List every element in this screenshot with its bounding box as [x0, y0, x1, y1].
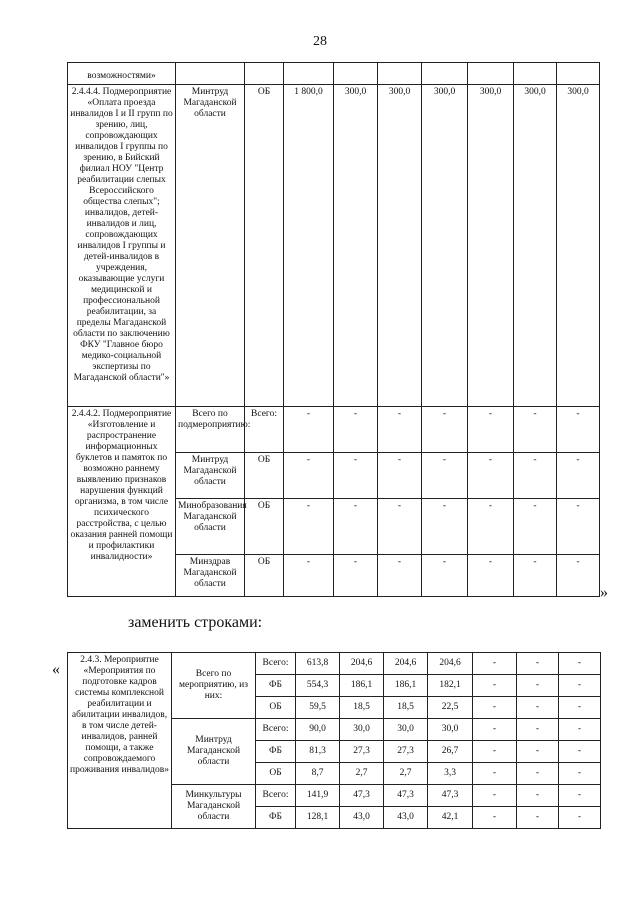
executor-cell: Минздрав Магаданской области: [176, 555, 245, 597]
source-cell: ФБ: [256, 741, 296, 763]
value-cell: -: [422, 407, 468, 453]
value-cell: 300,0: [468, 85, 514, 407]
description-cell: 2.4.3. Мероприятие «Мероприятия по подготовке кадров системы комплексной реабилитации и абилитации инвалидов, в том числе детей-инвалидов, ранней помощи, а также сопровождаемого проживания инвалидов»: [68, 653, 172, 829]
value-cell: -: [517, 653, 559, 675]
source-cell: Всего:: [256, 785, 296, 807]
value-cell: -: [473, 653, 517, 675]
description-cell: 2.4.4.2. Подмероприятие «Изготовление и распространение информационных буклетов и памяток по возможно раннему выявлению признаков нарушения функций организма, в том числе психического расстройства, с целью оказания ранней помощи и профилактики инвалидности»: [68, 407, 176, 597]
value-cell: 59,5: [296, 697, 340, 719]
opening-quote: «: [52, 661, 60, 678]
executor-cell: Всего по подмероприятию:: [176, 407, 245, 453]
value-cell: 27,3: [340, 741, 384, 763]
value-cell: -: [473, 807, 517, 829]
executor-cell: Всего по мероприятию, из них:: [172, 653, 256, 719]
value-cell: -: [559, 697, 601, 719]
source-cell: ФБ: [256, 675, 296, 697]
value-cell: 47,3: [384, 785, 428, 807]
value-cell: -: [422, 499, 468, 555]
value-cell: -: [517, 741, 559, 763]
value-cell: -: [517, 719, 559, 741]
executor-cell: Минтруд Магаданской области: [176, 85, 245, 407]
value-cell: 141,9: [296, 785, 340, 807]
value-cell: -: [517, 697, 559, 719]
value-cell: 2,7: [340, 763, 384, 785]
value-cell: -: [517, 763, 559, 785]
program-table-top: [67, 62, 600, 597]
value-cell: 128,1: [296, 807, 340, 829]
value-cell: -: [473, 697, 517, 719]
value-cell: 300,0: [422, 85, 468, 407]
value-cell: -: [514, 499, 557, 555]
closing-quote: »: [600, 584, 608, 601]
source-cell: ОБ: [256, 697, 296, 719]
value-cell: -: [468, 407, 514, 453]
value-cell: -: [517, 785, 559, 807]
executor-cell: Минтруд Магаданской области: [172, 719, 256, 785]
value-cell: -: [422, 555, 468, 597]
description-cell: 2.4.4.4. Подмероприятие «Оплата проезда инвалидов I и II групп по зрению, лиц, сопровождающих инвалидов I группы по зрению, в Бийский филиал НОУ "Центр реабилитации слепых Всероссийского общества слепых"; инвалидов, детей-инвалидов и лиц, сопровождающих инвалидов I группы и детей-инвалидов в учреждения, оказывающие услуги медицинской и профессиональной реабилитации, за пределы Магаданской области по заключению ФКУ "Главное бюро медико-социальной экспертизы по Магаданской области"»: [68, 85, 176, 407]
source-cell: ОБ: [245, 555, 284, 597]
value-cell: -: [559, 653, 601, 675]
source-cell: ОБ: [245, 85, 284, 407]
value-cell: -: [378, 453, 422, 499]
table-row: [68, 653, 601, 675]
value-cell: -: [559, 785, 601, 807]
value-cell: 22,5: [428, 697, 473, 719]
source-cell: ОБ: [245, 453, 284, 499]
value-cell: 47,3: [340, 785, 384, 807]
value-cell: -: [473, 741, 517, 763]
value-cell: -: [473, 763, 517, 785]
value-cell: -: [559, 763, 601, 785]
table-row: [68, 407, 600, 453]
value-cell: 43,0: [340, 807, 384, 829]
source-cell: ОБ: [245, 499, 284, 555]
value-cell: 300,0: [334, 85, 378, 407]
value-cell: -: [284, 453, 334, 499]
value-cell: 186,1: [340, 675, 384, 697]
value-cell: -: [517, 675, 559, 697]
page-number: 28: [313, 34, 327, 49]
value-cell: 18,5: [340, 697, 384, 719]
value-cell: -: [473, 675, 517, 697]
value-cell: -: [473, 719, 517, 741]
value-cell: -: [334, 499, 378, 555]
value-cell: 204,6: [428, 653, 473, 675]
value-cell: -: [517, 807, 559, 829]
value-cell: -: [468, 499, 514, 555]
value-cell: 42,1: [428, 807, 473, 829]
replace-heading: заменить строками:: [128, 614, 263, 631]
value-cell: -: [559, 741, 601, 763]
value-cell: 182,1: [428, 675, 473, 697]
value-cell: 8,7: [296, 763, 340, 785]
value-cell: 47,3: [428, 785, 473, 807]
value-cell: -: [378, 407, 422, 453]
value-cell: -: [559, 675, 601, 697]
source-cell: Всего:: [256, 719, 296, 741]
value-cell: 30,0: [428, 719, 473, 741]
table-row: [68, 85, 600, 407]
value-cell: 30,0: [384, 719, 428, 741]
value-cell: -: [559, 719, 601, 741]
value-cell: -: [284, 499, 334, 555]
value-cell: 30,0: [340, 719, 384, 741]
value-cell: -: [557, 407, 600, 453]
value-cell: 186,1: [384, 675, 428, 697]
value-cell: 204,6: [384, 653, 428, 675]
executor-cell: Минтруд Магаданской области: [176, 453, 245, 499]
value-cell: 3,3: [428, 763, 473, 785]
source-cell: ОБ: [256, 763, 296, 785]
value-cell: 1 800,0: [284, 85, 334, 407]
value-cell: 90,0: [296, 719, 340, 741]
table-row: [68, 63, 600, 85]
value-cell: 554,3: [296, 675, 340, 697]
value-cell: 81,3: [296, 741, 340, 763]
value-cell: 300,0: [557, 85, 600, 407]
source-cell: Всего:: [256, 653, 296, 675]
value-cell: -: [378, 555, 422, 597]
value-cell: -: [514, 407, 557, 453]
value-cell: -: [514, 453, 557, 499]
value-cell: -: [557, 499, 600, 555]
description-cell: возможностями»: [68, 63, 176, 85]
value-cell: 300,0: [378, 85, 422, 407]
value-cell: -: [559, 807, 601, 829]
value-cell: 43,0: [384, 807, 428, 829]
program-table-bottom: [67, 652, 601, 829]
value-cell: 613,8: [296, 653, 340, 675]
value-cell: -: [557, 555, 600, 597]
value-cell: -: [422, 453, 468, 499]
value-cell: 18,5: [384, 697, 428, 719]
value-cell: -: [284, 555, 334, 597]
value-cell: -: [334, 407, 378, 453]
value-cell: -: [468, 453, 514, 499]
value-cell: -: [557, 453, 600, 499]
source-cell: ФБ: [256, 807, 296, 829]
executor-cell: Минкультуры Магаданской области: [172, 785, 256, 829]
value-cell: 2,7: [384, 763, 428, 785]
value-cell: 26,7: [428, 741, 473, 763]
value-cell: -: [334, 453, 378, 499]
value-cell: -: [378, 499, 422, 555]
value-cell: -: [473, 785, 517, 807]
value-cell: 300,0: [514, 85, 557, 407]
value-cell: 204,6: [340, 653, 384, 675]
source-cell: Всего:: [245, 407, 284, 453]
executor-cell: Минобразования Магаданской области: [176, 499, 245, 555]
value-cell: 27,3: [384, 741, 428, 763]
value-cell: -: [334, 555, 378, 597]
value-cell: -: [514, 555, 557, 597]
value-cell: -: [284, 407, 334, 453]
value-cell: -: [468, 555, 514, 597]
